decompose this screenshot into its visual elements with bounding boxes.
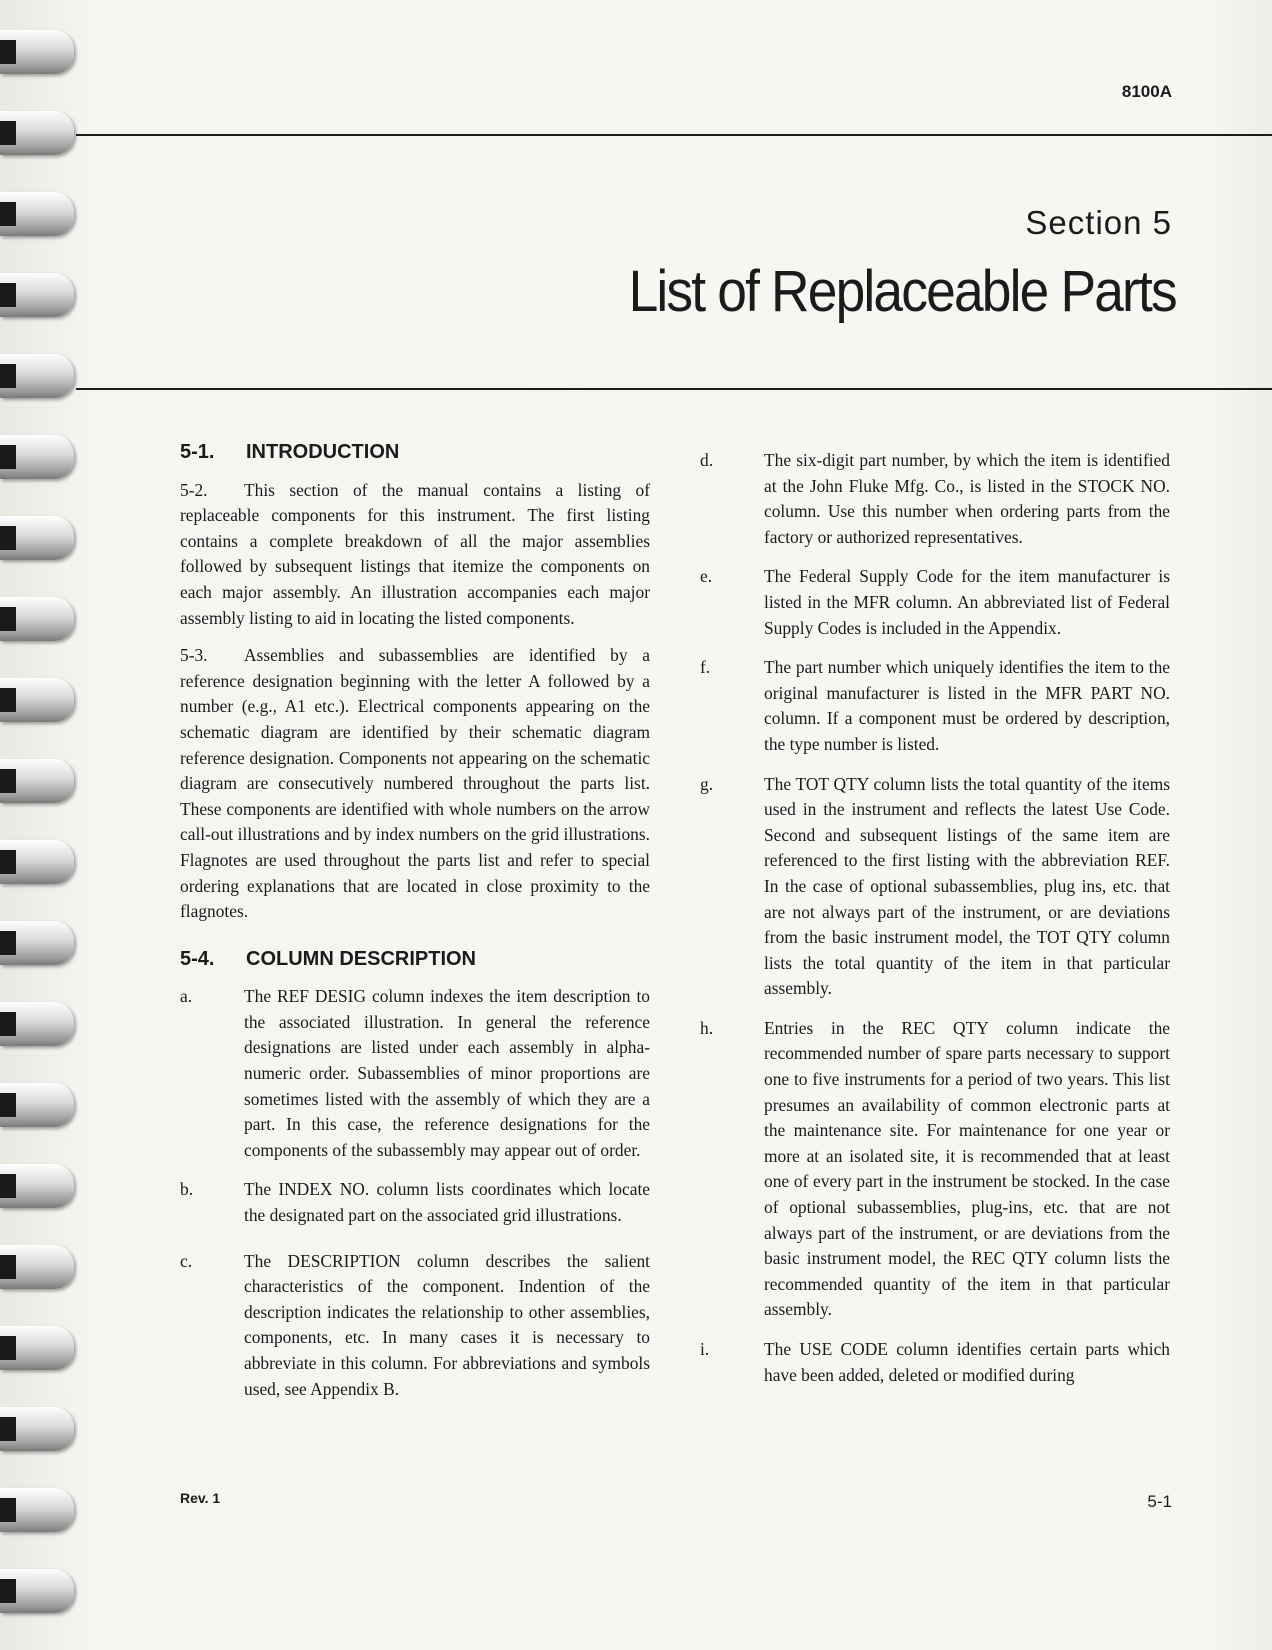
binding-ring <box>0 840 74 884</box>
page-number: 5-1 <box>1147 1492 1172 1511</box>
list-item <box>700 1337 1170 1388</box>
list-item <box>700 1016 1170 1323</box>
binding-ring <box>0 1164 74 1208</box>
binding-ring <box>0 759 74 803</box>
item-text: The REF DESIG column indexes the item description to the associated illustration. In general the reference designations are listed under each assembly in alpha-numeric order. Subassemblies of minor proportions are sometimes listed with the assembly of which they are a part. In this case, the reference designations for the components of the subassembly may appear out of order. <box>244 986 650 1160</box>
item-text: The TOT QTY column lists the total quantity of the items used in the instrument and reflects the latest Use Code. Second and subsequent listings of the same item are referenced to the first listing with the abbreviation REF. In the case of optional subassemblies, plug ins, etc. that are not always part of the instrument, or are deviations from the basic instrument model, the TOT QTY column lists the total quantity of the item in that particular assembly. <box>764 773 1170 999</box>
paragraph-5-2 <box>180 478 650 632</box>
binding-ring <box>0 1245 74 1289</box>
binding-ring <box>0 192 74 236</box>
binding-ring <box>0 1002 74 1046</box>
list-item <box>700 448 1170 550</box>
item-letter: b. <box>180 1179 194 1200</box>
paragraph-number: 5-2. <box>180 479 208 500</box>
column-description-heading <box>180 947 650 973</box>
binding-ring <box>0 435 74 479</box>
list-item <box>700 655 1170 757</box>
item-letter: f. <box>700 657 711 678</box>
list-item <box>180 984 650 1163</box>
heading-number: 5-1. <box>180 441 215 463</box>
binding-ring <box>0 516 74 560</box>
paragraph-text: Assemblies and subassemblies are identified by a reference designation beginning with the letter A followed by a number (e.g., A1 etc.). Electrical components appearing on the schematic diagram are identified by their schematic diagram reference designation. Components not appearing on the schematic diagram are consecutively numbered throughout the parts list. These components are identified with whole numbers on the arrow call-out illustrations and by index numbers on the grid illustrations. Flagnotes are used throughout the parts list and refer to special ordering explanations that are located in close proximity to the flagnotes. <box>180 645 650 922</box>
binding-ring <box>0 30 74 74</box>
binding-ring <box>0 597 74 641</box>
binding-ring <box>0 921 74 965</box>
item-letter: a. <box>180 986 193 1007</box>
paragraph-text: This section of the manual contains a listing of replaceable components for this instrument. The first listing contains a complete breakdown of all the major assemblies followed by subsequent listings that itemize the components on each major assembly. An illustration accompanies each major assembly listing to aid in locating the listed components. <box>180 479 650 628</box>
binding-ring <box>0 1569 74 1613</box>
binding-ring <box>0 1083 74 1127</box>
left-column <box>180 440 650 1416</box>
list-item <box>700 564 1170 641</box>
item-text: The INDEX NO. column lists coordinates which locate the designated part on the associated grid illustrations. <box>244 1179 650 1226</box>
item-text: The USE CODE column identifies certain parts which have been added, deleted or modified during <box>764 1339 1170 1385</box>
binding-ring <box>0 354 74 398</box>
revision-label: Rev. 1 <box>180 1490 221 1506</box>
list-item <box>180 1249 650 1403</box>
heading-number: 5-4. <box>180 947 215 970</box>
item-letter: e. <box>700 566 713 587</box>
section-label: Section 5 <box>1025 204 1172 241</box>
item-letter: c. <box>180 1250 193 1271</box>
item-letter: d. <box>700 450 714 470</box>
item-text: The six-digit part number, by which the item is identified at the John Fluke Mfg. Co., is listed in the STOCK NO. column. Use this number when ordering parts from the factory or authorized representatives. <box>764 450 1170 547</box>
heading-title: COLUMN DESCRIPTION <box>246 947 476 970</box>
section-title: List of Replaceable Parts <box>628 259 1176 324</box>
item-letter: h. <box>700 1017 714 1038</box>
heading-title: INTRODUCTION <box>246 441 400 463</box>
list-item <box>180 1177 650 1228</box>
binding-ring <box>0 1407 74 1451</box>
item-letter: g. <box>700 773 714 794</box>
spiral-binding <box>0 0 80 1650</box>
model-number: 8100A <box>1121 82 1172 101</box>
title-rule <box>76 388 1272 390</box>
binding-ring <box>0 1488 74 1532</box>
item-text: The Federal Supply Code for the item manufacturer is listed in the MFR column. An abbreviated list of Federal Supply Codes is included in the Appendix. <box>764 566 1170 638</box>
item-text: Entries in the REC QTY column indicate the recommended number of spare parts necessary to support one to five instruments for a period of two years. This list presumes an availability of common electronic parts at the maintenance site. For maintenance for one year or more at an isolated site, it is recommended that at least one of every part in the instrument be stocked. In the case of optional subassemblies, plug-ins, etc. that are not always part of the instrument, or are deviations from the basic instrument model, the REC QTY column lists the recommended quantity of the item in that particular assembly. <box>764 1017 1170 1320</box>
list-item <box>700 772 1170 1002</box>
item-text: The DESCRIPTION column describes the salient characteristics of the component. Indention of the description indicates the relationship to other assemblies, components, etc. In many cases it is necessary to abbreviate in this column. For abbreviations and symbols used, see Appendix B. <box>244 1250 650 1399</box>
binding-ring <box>0 1326 74 1370</box>
introduction-heading <box>180 440 650 466</box>
paragraph-number: 5-3. <box>180 645 208 666</box>
top-rule <box>76 134 1272 136</box>
binding-ring <box>0 678 74 722</box>
item-text: The part number which uniquely identifies the item to the original manufacturer is listed in the MFR PART NO. column. If a component must be ordered by description, the type number is listed. <box>764 657 1170 754</box>
paragraph-5-3 <box>180 643 650 925</box>
item-letter: i. <box>700 1339 710 1359</box>
binding-ring <box>0 111 74 155</box>
binding-ring <box>0 273 74 317</box>
right-column <box>700 448 1170 1402</box>
